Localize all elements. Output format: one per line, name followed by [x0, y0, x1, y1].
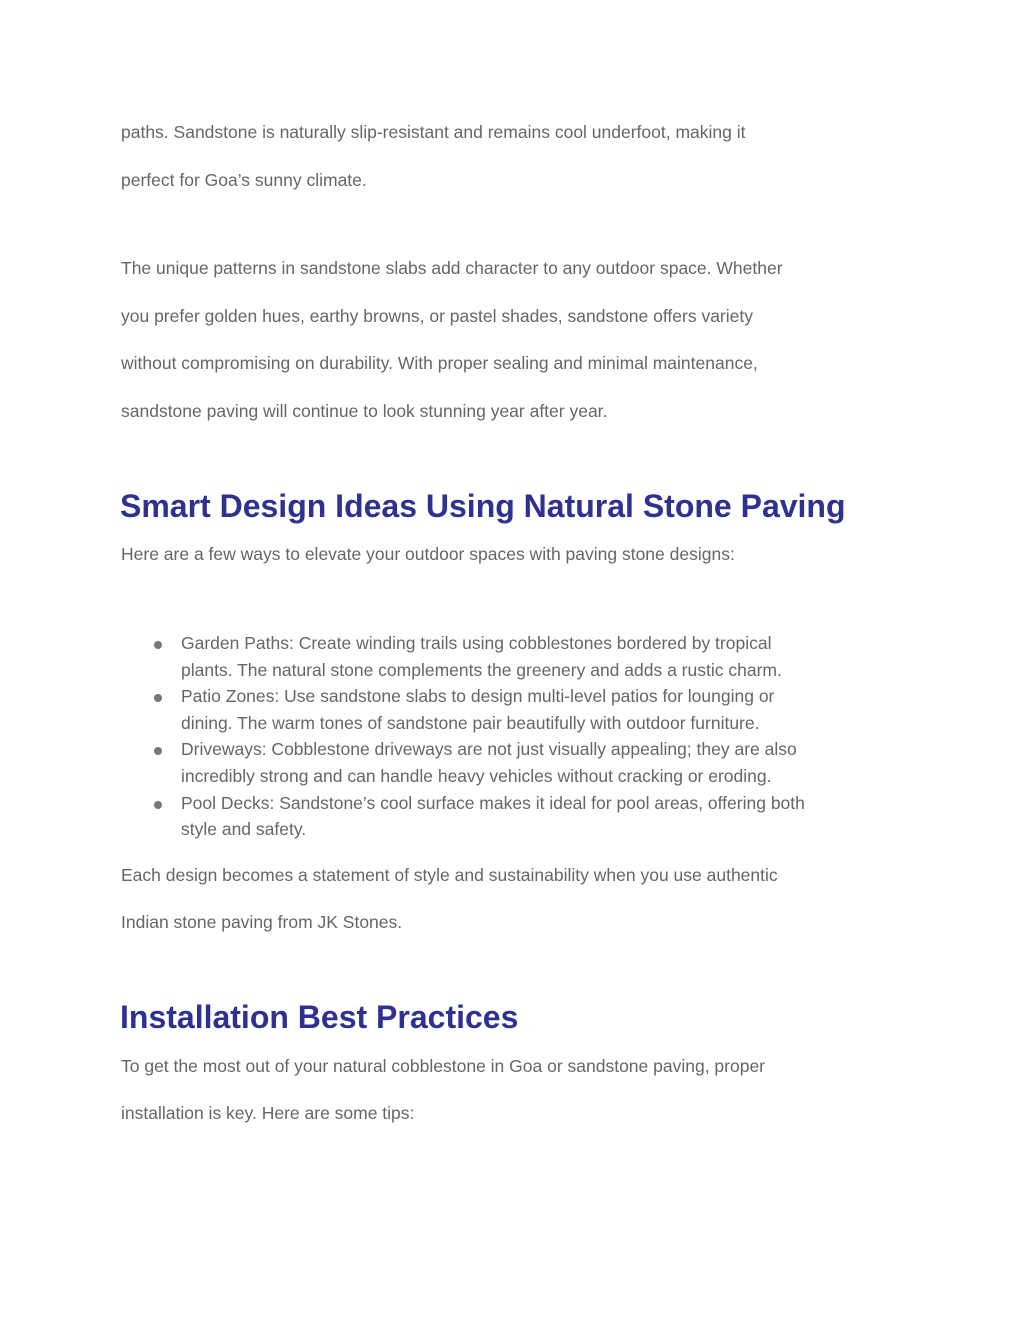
list-item-line-1: Driveways: Cobblestone driveways are not just visually appealing; they are also [181, 739, 797, 760]
paragraph-line-2: you prefer golden hues, earthy browns, or pastel shades, sandstone offers variety [121, 306, 753, 326]
list-item-line-2: incredibly strong and can handle heavy vehicles without cracking or eroding. [181, 765, 772, 786]
section-intro: Here are a few ways to elevate your outdoor spaces with paving stone designs: [121, 544, 735, 564]
bullet-icon [154, 747, 162, 755]
bullet-icon [154, 641, 162, 649]
list-item-line-2: dining. The warm tones of sandstone pair beautifully with outdoor furniture. [181, 712, 760, 733]
installation-line-2: installation is key. Here are some tips: [121, 1103, 415, 1123]
list-item [150, 790, 910, 843]
paragraph-line-1: The unique patterns in sandstone slabs add character to any outdoor space. Whether [121, 258, 783, 278]
section-outro-line-1: Each design becomes a statement of style and sustainability when you use authentic [121, 865, 778, 885]
section-heading-installation: Installation Best Practices [120, 999, 519, 1035]
list-item-line-1: Garden Paths: Create winding trails using cobblestones bordered by tropical [181, 633, 772, 653]
list-item-line-2: plants. The natural stone complements the greenery and adds a rustic charm. [181, 659, 782, 680]
list-item [150, 630, 910, 683]
bullet-icon [154, 694, 162, 702]
section-outro-line-2: Indian stone paving from JK Stones. [121, 912, 403, 932]
paragraph-line-4: sandstone paving will continue to look stunning year after year. [121, 401, 608, 421]
design-ideas-list [150, 630, 910, 843]
list-item [150, 736, 910, 789]
section-heading-design-ideas: Smart Design Ideas Using Natural Stone Paving [120, 488, 846, 524]
paragraph-line-3: without compromising on durability. With proper sealing and minimal maintenance, [121, 353, 758, 373]
intro-line-2: perfect for Goa’s sunny climate. [121, 170, 367, 190]
intro-line-1: paths. Sandstone is naturally slip-resistant and remains cool underfoot, making it [121, 122, 746, 142]
list-item-line-1: Pool Decks: Sandstone’s cool surface makes it ideal for pool areas, offering both [181, 792, 805, 813]
list-item-line-1: Patio Zones: Use sandstone slabs to design multi-level patios for lounging or [181, 686, 775, 707]
bullet-icon [154, 801, 162, 809]
installation-line-1: To get the most out of your natural cobblestone in Goa or sandstone paving, proper [121, 1056, 766, 1076]
list-item [150, 683, 910, 736]
list-item-line-2: style and safety. [181, 819, 307, 840]
